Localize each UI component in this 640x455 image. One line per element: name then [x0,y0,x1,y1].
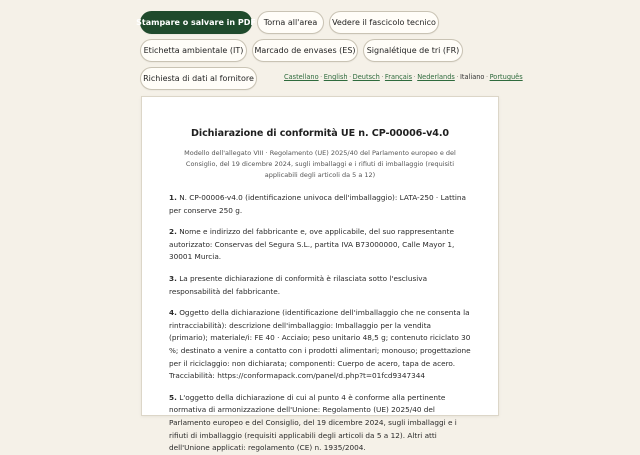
lang-separator: · [349,73,352,81]
lang-separator: · [320,73,323,81]
back-to-area-button[interactable]: Torna all'area [257,11,324,34]
clause-2 [169,226,471,264]
document-subtitle: Modello dell'allegato VIII · Regolamento (UE) 2025/40 del Parlamento europeo e del Consiglio, del 19 dicembre 2024, sugli imballaggi e i rifiuti di imballaggio (requisiti applicabili degli articoli da 5 a 12) [184,149,456,179]
env-label-button[interactable]: Etichetta ambientale (IT) [140,39,247,62]
lang-nederlands-link[interactable]: Nederlands [417,73,455,81]
lang-castellano-link[interactable]: Castellano [284,73,319,81]
clause-1 [169,192,471,217]
lang-separator: · [381,73,384,81]
lang-francais-link[interactable]: Français [384,73,413,81]
lang-separator: · [485,73,489,81]
lang-separator: · [413,73,416,81]
declaration-document [141,96,499,453]
lang-english-link[interactable]: English [323,73,348,81]
clause-number: 1. [169,193,177,202]
clause-number: 5. [169,392,177,402]
print-pdf-button[interactable]: Stampare o salvare in PDF [140,11,252,34]
clause-text: Oggetto della dichiarazione (identificazione dell'imballaggio che ne consenta la rintracciabilità): descrizione dell'imballaggio: Imballaggio per la vendita (primario); materiale/i: FE 40 · Acciaio; peso unitario 48,5 g; contenuto riciclato 30 %; destinato a venire a contatto con i prodotti alimentari; monouso; progettazione per il riciclaggio: non dichiarata; componenti: Cuerpo de acero, tapa de acero. Tracciabilità: https://conformapack.com/panel/d.php?t=01fcd9347344 [169,308,471,381]
clause-4 [169,307,471,383]
lang-italiano-current: Italiano [459,73,485,81]
clause-5 [169,392,471,455]
sorting-sign-button[interactable]: Signalétique de tri (FR) [363,39,463,62]
lang-deutsch-link[interactable]: Deutsch [352,73,380,81]
lang-separator: · [456,73,459,81]
language-switcher [284,73,523,81]
clause-text: Nome e indirizzo del fabbricante e, ove applicabile, del suo rappresentante autorizzato: Conservas del Segura S.L., partita IVA B73000000, Calle Mayor 1, 30001 Murcia. [169,227,455,262]
clause-text: N. CP-00006-v4.0 (identificazione univoca dell'imballaggio): LATA-250 · Lattina per conserve 250 g. [169,193,466,215]
packaging-mark-button[interactable]: Marcado de envases (ES) [252,39,358,62]
clause-text: La presente dichiarazione di conformità è rilasciata sotto l'esclusiva responsabilità del fabbricante. [169,273,428,296]
clause-3 [169,273,471,298]
supplier-request-button[interactable]: Richiesta di dati al fornitore [140,67,257,90]
clause-number: 3. [169,273,177,283]
document-title: Dichiarazione di conformità UE n. CP-00006-v4.0 [191,128,449,139]
clause-number: 2. [169,227,177,237]
lang-portugues-link[interactable]: Português [489,73,523,81]
technical-file-button[interactable]: Vedere il fascicolo tecnico [329,11,439,34]
clause-number: 4. [169,308,177,318]
clause-text: L'oggetto della dichiarazione di cui al punto 4 è conforme alla pertinente normativa di armonizzazione dell'Unione: Regolamento (UE) 2025/40 del Parlamento europeo e del Consiglio, del 19 dicembre 2024, sugli imballaggi e i rifiuti di imballaggio (requisiti applicabili degli articoli da 5 a 12). Altri atti dell'Unione applicati: regolamento (CE) n. 1935/2004. [169,392,457,453]
